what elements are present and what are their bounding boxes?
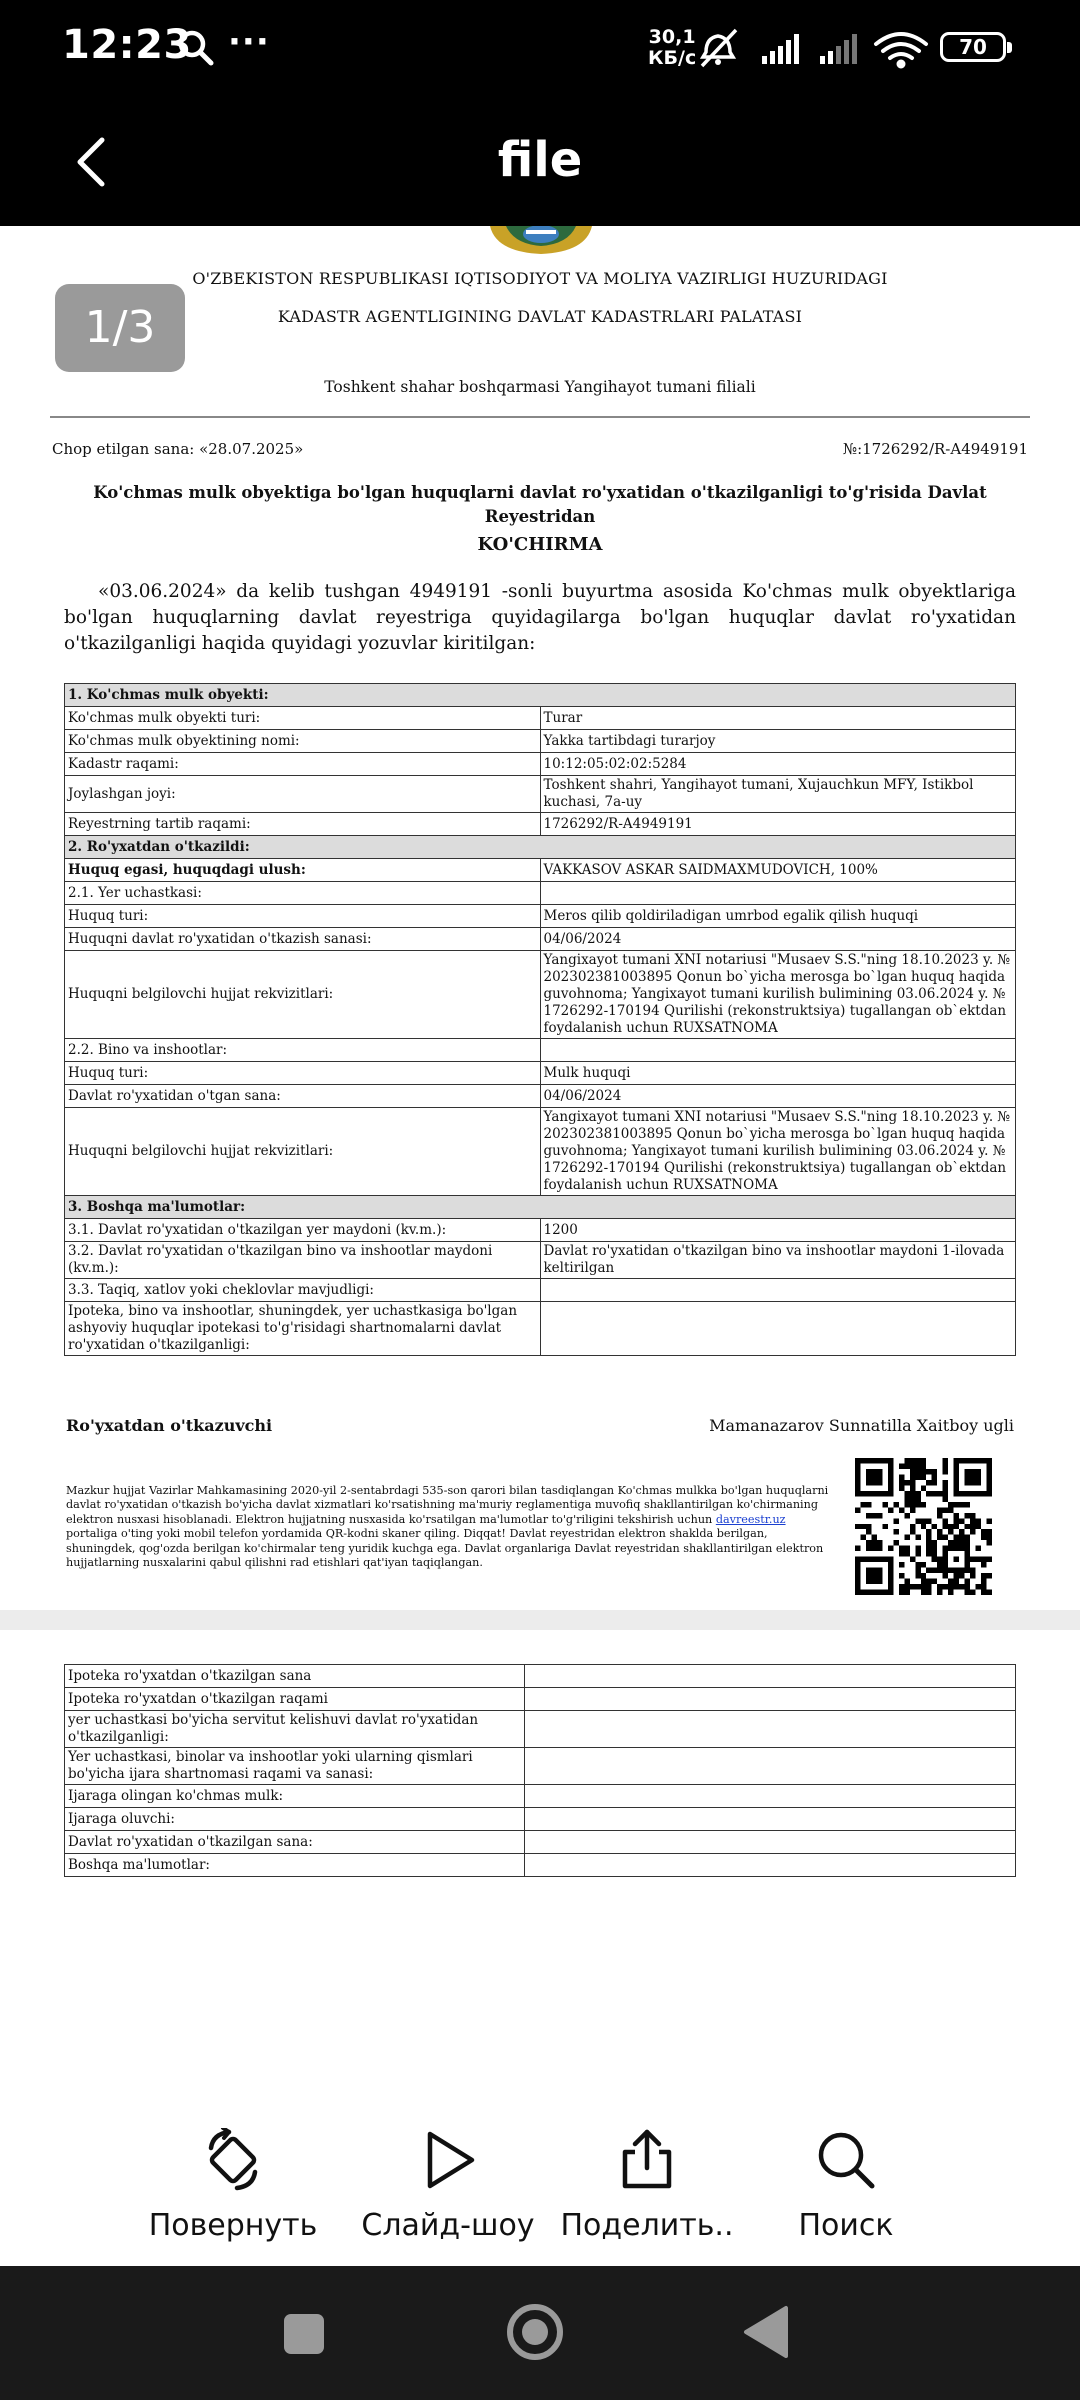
row-label: Ijaraga oluvchi:	[65, 1808, 525, 1831]
divider	[50, 416, 1030, 418]
wifi-icon	[876, 34, 926, 67]
table-row	[65, 1808, 1016, 1831]
table-row	[65, 1039, 1016, 1062]
network-speed	[648, 27, 696, 69]
more-dots-icon: ···	[228, 22, 270, 62]
row-value	[540, 882, 1016, 905]
status-bar	[0, 0, 1080, 96]
recents-button	[284, 2314, 324, 2354]
row-label: 2.1. Yer uchastkasi:	[65, 882, 541, 905]
row-label: Ipoteka ro'yxatdan o'tkazilgan raqami	[65, 1688, 525, 1711]
table-row	[65, 1748, 1016, 1785]
search-icon	[176, 28, 216, 72]
network-speed-unit: КБ/с	[648, 47, 697, 69]
signal-icon-sim2	[820, 34, 857, 64]
table-row	[65, 882, 1016, 905]
row-label: Huquqni belgilovchi hujjat rekvizitlari:	[65, 1108, 541, 1196]
document-title: Ko'chmas mulk obyektiga bo'lgan huquqlarni davlat ro'yxatidan o'tkazilganligi to'g'risida Davlat Reyestridan	[93, 483, 987, 526]
state-emblem-icon	[486, 226, 596, 260]
signal-icon-sim1	[762, 34, 799, 64]
row-value	[525, 1748, 1016, 1785]
additional-info-table	[64, 1664, 1016, 1877]
row-value: Turar	[540, 707, 1016, 730]
battery-indicator: 70	[940, 32, 1006, 62]
share-icon	[615, 2128, 679, 2192]
header-line-1: O'ZBEKISTON RESPUBLIKASI IQTISODIYOT VA MOLIYA VAZIRLIGI HUZURIDAGI	[192, 269, 888, 288]
search-icon	[814, 2128, 878, 2192]
row-value: Yakka tartibdagi turarjoy	[540, 730, 1016, 753]
row-value: VAKKASOV ASKAR SAIDMAXMUDOVICH, 100%	[540, 859, 1016, 882]
table-row	[65, 1854, 1016, 1877]
row-value	[525, 1831, 1016, 1854]
row-label: Ipoteka, bino va inshootlar, shuningdek, yer uchastkasiga bo'lgan ashyoviy huquqlar ipotekasi to'g'risidagi shartnomalarni davlat ro'yxatidan o'tkazilganligi:	[65, 1302, 541, 1356]
table-row	[65, 707, 1016, 730]
status-time: 12:23	[62, 22, 192, 68]
table-row	[65, 951, 1016, 1039]
branch-name: Toshkent shahar boshqarmasi Yangihayot tumani filiali	[324, 378, 756, 396]
app-bar	[0, 96, 1080, 226]
home-button-dot	[522, 2319, 548, 2345]
search-label: Поиск	[798, 2208, 894, 2243]
row-label: 3.2. Davlat ro'yxatidan o'tkazilgan bino va inshootlar maydoni (kv.m.):	[65, 1242, 541, 1279]
registrar-name: Mamanazarov Sunnatilla Xaitboy ugli	[709, 1416, 1014, 1435]
rotate-button[interactable]	[113, 2100, 353, 2243]
row-value: 04/06/2024	[540, 928, 1016, 951]
row-value: Yangixayot tumani XNI notariusi "Musaev S.S."ning 18.10.2023 y. № 202302381003895 Qonun bo`yicha merosga bo`lgan huquq haqida guvohnoma; Yangixayot tumani kurilish bulimining 03.06.2024 y. № 1726292-170194 Qurilishi (rekonstruktsiya) tugallangan ob`ektdan foydalanish uchun RUXSATNOMA	[540, 1108, 1016, 1196]
header-line-2: KADASTR AGENTLIGINING DAVLAT KADASTRLARI PALATASI	[277, 307, 803, 326]
slideshow-label: Слайд-шоу	[361, 2208, 535, 2243]
row-label: 3.3. Taqiq, xatlov yoki cheklovlar mavjudligi:	[65, 1279, 541, 1302]
row-label: Ipoteka ro'yxatdan o'tkazilgan sana	[65, 1665, 525, 1688]
table-section-row	[65, 836, 1016, 859]
row-value	[540, 1039, 1016, 1062]
table-row	[65, 1279, 1016, 1302]
document-subtitle: KO'CHIRMA	[477, 534, 603, 555]
table-row	[65, 753, 1016, 776]
table-row	[65, 1108, 1016, 1196]
row-value: 04/06/2024	[540, 1085, 1016, 1108]
row-label: Yer uchastkasi, binolar va inshootlar yoki ularning qismlari bo'yicha ijara shartnomasi raqami va sanasi:	[65, 1748, 525, 1785]
share-label: Поделить..	[560, 2208, 734, 2243]
rotate-icon	[201, 2128, 265, 2192]
row-value: Toshkent shahri, Yangihayot tumani, Xujauchkun MFY, Istikbol kuchasi, 7a-uy	[540, 776, 1016, 813]
table-row	[65, 1085, 1016, 1108]
intro-paragraph: «03.06.2024» da kelib tushgan 4949191 -sonli buyurtma asosida Ko'chmas mulk obyektlariga bo'lgan huquqlarning davlat reyestriga quyidagilarga bo'lgan huquqlar davlat ro'yxatidan o'tkazilganligi haqida quyidagi yozuvlar kiritilgan:	[64, 581, 1016, 654]
play-icon	[416, 2128, 480, 2192]
row-value	[525, 1854, 1016, 1877]
row-label: Ijaraga olingan ko'chmas mulk:	[65, 1785, 525, 1808]
row-value	[525, 1711, 1016, 1748]
mute-icon	[702, 30, 736, 66]
table-row	[65, 813, 1016, 836]
document-page-1[interactable]	[0, 226, 1080, 1610]
row-label: Huquq turi:	[65, 905, 541, 928]
print-date: Chop etilgan sana: «28.07.2025»	[52, 440, 304, 458]
status-icons	[700, 26, 936, 74]
row-label: Reyestrning tartib raqami:	[65, 813, 541, 836]
network-speed-value: 30,1	[648, 26, 696, 48]
row-value	[525, 1808, 1016, 1831]
row-value: 1726292/R-A4949191	[540, 813, 1016, 836]
row-value: Davlat ro'yxatidan o'tkazilgan bino va inshootlar maydoni 1-ilovada keltirilgan	[540, 1242, 1016, 1279]
row-value: Yangixayot tumani XNI notariusi "Musaev S.S."ning 18.10.2023 y. № 202302381003895 Qonun bo`yicha merosga bo`lgan huquq haqida guvohnoma; Yangixayot tumani kurilish bulimining 03.06.2024 y. № 1726292-170194 Qurilishi (rekonstruktsiya) tugallangan ob`ektdan foydalanish uchun RUXSATNOMA	[540, 951, 1016, 1039]
table-row	[65, 905, 1016, 928]
viewer-toolbar	[0, 2100, 1080, 2266]
row-value: Mulk huquqi	[540, 1062, 1016, 1085]
table-row	[65, 1242, 1016, 1279]
disclaimer-text: Mazkur hujjat Vazirlar Mahkamasining 2020-yil 2-sentabrdagi 535-son qarori bilan tasdiqlangan Ko'chmas mulkka bo'lgan huquqlarni davlat ro'yxatidan o'tkazish bo'yicha davlat xizmatlari ko'rsatishning ma'muriy reglamentiga muvofiq shakllantirilgan ko'chirmaning elektron nusxasi hisoblanadi. Elektron hujjatning nusxasida ko'rsatilgan ma'lumotlar to'g'riligini tekshirish uchun	[66, 1484, 829, 1526]
row-value	[525, 1688, 1016, 1711]
row-value	[525, 1665, 1016, 1688]
search-button[interactable]	[726, 2100, 966, 2243]
table-row	[65, 928, 1016, 951]
system-nav-bar	[0, 2266, 1080, 2400]
verification-link[interactable]: davreestr.uz	[715, 1512, 786, 1526]
row-label: Huquqni davlat ro'yxatidan o'tkazish sanasi:	[65, 928, 541, 951]
section-title: 1. Ko'chmas mulk obyekti:	[65, 684, 1016, 707]
page-separator	[0, 1610, 1080, 1630]
row-label: Ko'chmas mulk obyektining nomi:	[65, 730, 541, 753]
table-row	[65, 1688, 1016, 1711]
table-row	[65, 1711, 1016, 1748]
table-row	[65, 730, 1016, 753]
legal-disclaimer	[66, 1484, 836, 1570]
rotate-label: Повернуть	[148, 2208, 318, 2243]
row-label: Huquq egasi, huquqdagi ulush:	[65, 859, 541, 882]
qr-code-icon	[855, 1458, 992, 1595]
row-label: 3.1. Davlat ro'yxatidan o'tkazilgan yer maydoni (kv.m.):	[65, 1219, 541, 1242]
table-row	[65, 1665, 1016, 1688]
table-row	[65, 859, 1016, 882]
table-section-row	[65, 684, 1016, 707]
row-label: yer uchastkasi bo'yicha servitut kelishuvi davlat ro'yxatidan o'tkazilganligi:	[65, 1711, 525, 1748]
table-row	[65, 1302, 1016, 1356]
registrar-label: Ro'yxatdan o'tkazuvchi	[66, 1416, 273, 1435]
row-value	[525, 1785, 1016, 1808]
row-label: Huquq turi:	[65, 1062, 541, 1085]
row-value: 10:12:05:02:02:5284	[540, 753, 1016, 776]
row-label: Huquqni belgilovchi hujjat rekvizitlari:	[65, 951, 541, 1039]
table-row	[65, 776, 1016, 813]
row-value: 1200	[540, 1219, 1016, 1242]
registry-table	[64, 683, 1016, 1356]
row-value	[540, 1302, 1016, 1356]
table-row	[65, 1831, 1016, 1854]
row-label: Ko'chmas mulk obyekti turi:	[65, 707, 541, 730]
table-row	[65, 1062, 1016, 1085]
row-value: Meros qilib qoldiriladigan umrbod egalik qilish huquqi	[540, 905, 1016, 928]
row-value	[540, 1279, 1016, 1302]
document-number: №:1726292/R-A4949191	[842, 440, 1028, 458]
row-label: Davlat ro'yxatidan o'tgan sana:	[65, 1085, 541, 1108]
table-row	[65, 1219, 1016, 1242]
table-row	[65, 1785, 1016, 1808]
back-nav-button	[746, 2308, 786, 2356]
section-title: 3. Boshqa ma'lumotlar:	[65, 1196, 1016, 1219]
disclaimer-text: portaliga o'ting yoki mobil telefon yordamida QR-kodni skaner qiling. Diqqat! Davlat reyestridan elektron shaklda berilgan, shuningdek, qog'ozda berilgan ko'chirmalar teng yuridik kuchga ega. Davlat organlariga Davlat reyestridan shakllantirilgan elektron hujjatlarning nusxalarini qabul qilishni rad etishlari qat'iyan taqiqlangan.	[66, 1527, 824, 1570]
row-label: Davlat ro'yxatidan o'tkazilgan sana:	[65, 1831, 525, 1854]
section-title: 2. Ro'yxatdan o'tkazildi:	[65, 836, 1016, 859]
row-label: Boshqa ma'lumotlar:	[65, 1854, 525, 1877]
row-label: Joylashgan joyi:	[65, 776, 541, 813]
page-indicator: 1/3	[55, 284, 185, 372]
table-section-row	[65, 1196, 1016, 1219]
row-label: 2.2. Bino va inshootlar:	[65, 1039, 541, 1062]
app-title: file	[497, 132, 583, 188]
row-label: Kadastr raqami:	[65, 753, 541, 776]
